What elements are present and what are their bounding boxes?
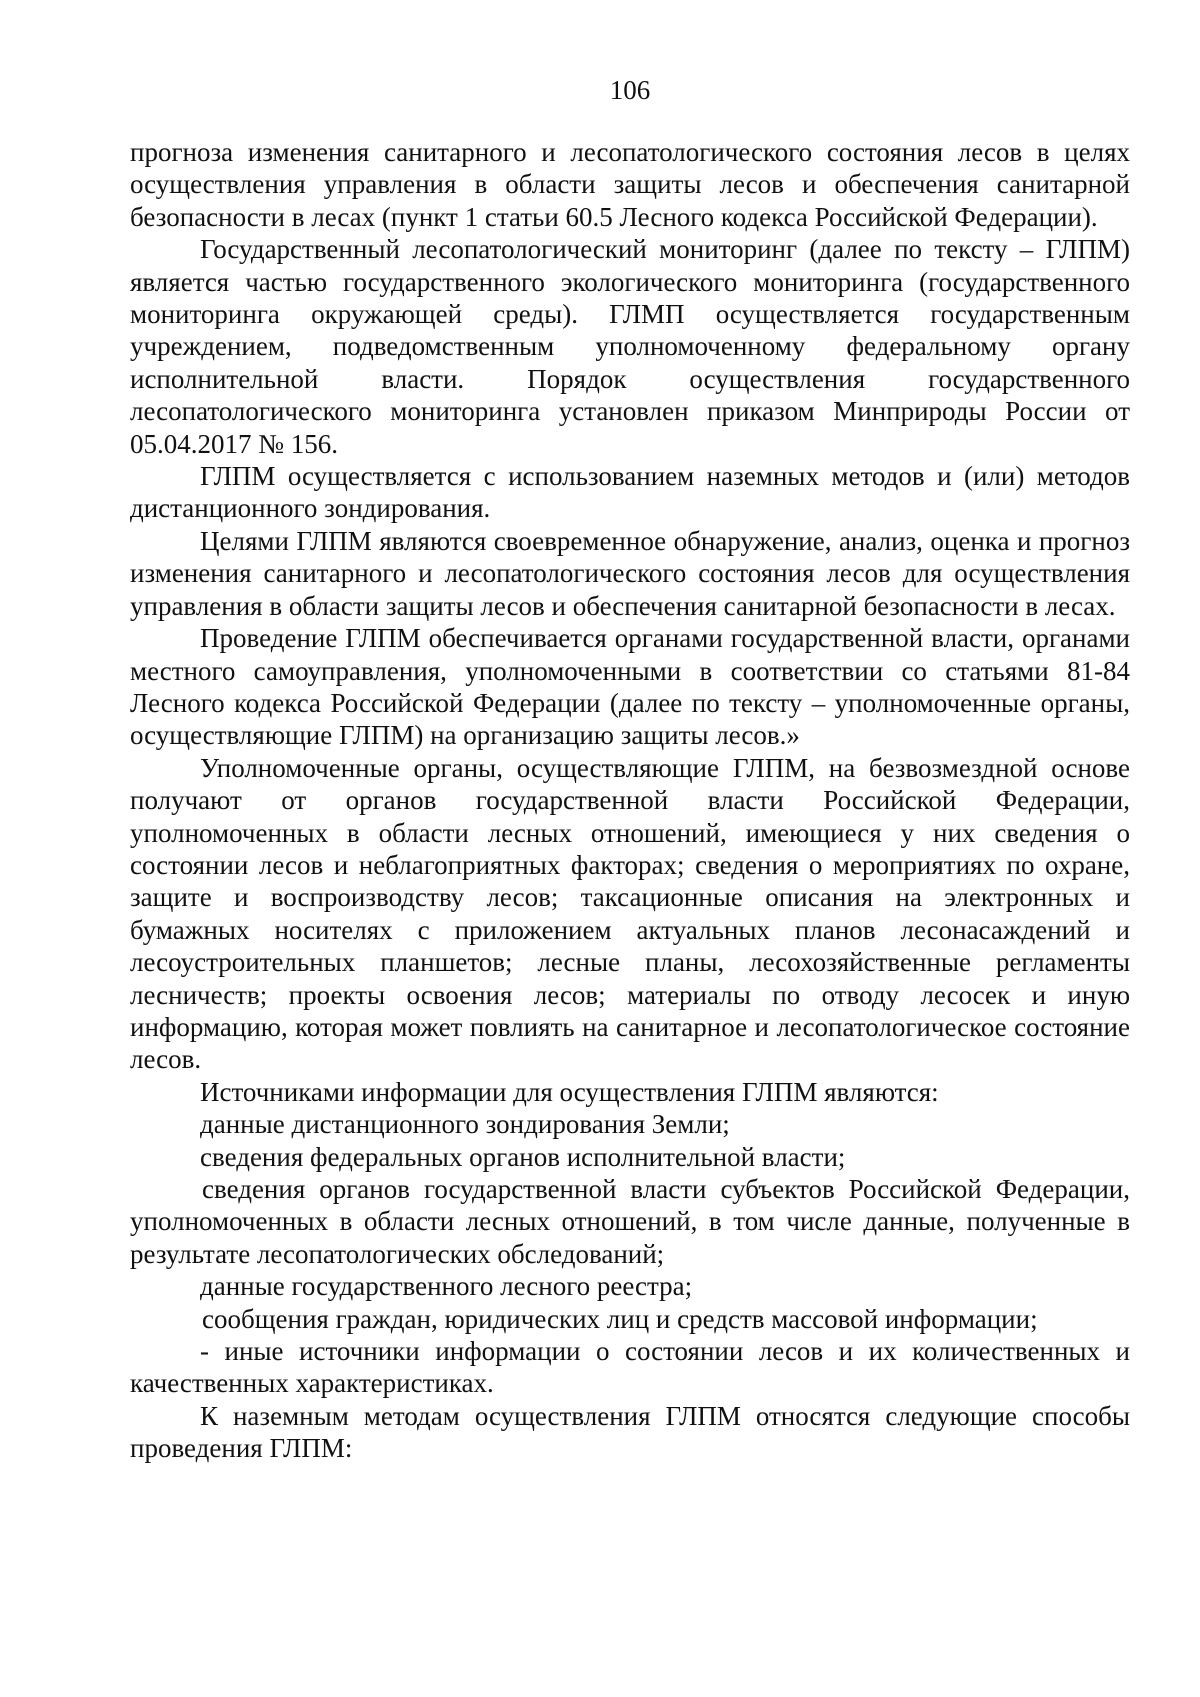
paragraph-authorized-bodies: Уполномоченные органы, осуществляющие ГЛПМ, на безвозмездной основе получают от органов государственной власти Российской Федерации, уполномоченных в области лесных отношений, имеющиеся у них сведения о состоянии лесов и неблагоприятных факторах; сведения о мероприятиях по охране, защите и воспроизводству лесов; таксационные описания на электронных и бумажных носителях с приложением актуальных планов лесонасаждений и лесоустроительных планшетов; лесные планы, лесохозяйственные регламенты лесничеств; проекты освоения лесов; материалы по отводу лесосек и иную информацию, которая может повлиять на санитарное и лесопатологическое состояние лесов.	[130, 752, 1130, 1075]
paragraph-glpm-definition: Государственный лесопатологический мониторинг (далее по тексту – ГЛПМ) является частью государственного экологического мониторинга (государственного мониторинга окружающей среды). ГЛМП осуществляется государственным учреждением, подведомственным уполномоченному федеральному органу исполнительной власти. Порядок осуществления государственного лесопатологического мониторинга установлен приказом Минприроды России от 05.04.2017 № 156.	[130, 234, 1130, 459]
paragraph-ground-methods: К наземным методам осуществления ГЛПМ относятся следующие способы проведения ГЛПМ:	[130, 1400, 1130, 1464]
list-item: данные дистанционного зондирования Земли;	[200, 1109, 730, 1140]
paragraph-glpm-methods: ГЛПМ осуществляется с использованием наземных методов и (или) методов дистанционного зондирования.	[130, 461, 1130, 524]
document-body	[130, 136, 1130, 1465]
paragraph-glpm-authorities: Проведение ГЛПМ обеспечивается органами государственной власти, органами местного самоуправления, уполномоченными в соответствии со статьями 81-84 Лесного кодекса Российской Федерации (далее по тексту – уполномоченные органы, осуществляющие ГЛПМ) на организацию защиты лесов.»	[130, 623, 1130, 751]
list-item: сведения федеральных органов исполнительной власти;	[200, 1141, 846, 1172]
paragraph-glpm-goals: Целями ГЛПМ являются своевременное обнаружение, анализ, оценка и прогноз изменения санитарного и лесопатологического состояния лесов для осуществления управления в области защиты лесов и обеспечения санитарной безопасности в лесах.	[130, 525, 1130, 621]
list-item: сообщения граждан, юридических лиц и средств массовой информации;	[202, 1303, 1038, 1334]
list-item: - иные источники информации о состоянии лесов и их количественных и качественных характеристиках.	[130, 1336, 1130, 1399]
paragraph-continuation: прогноза изменения санитарного и лесопатологического состояния лесов в целях осуществления управления в области защиты лесов и обеспечения санитарной безопасности в лесах (пункт 1 статьи 60.5 Лесного кодекса Российской Федерации).	[130, 137, 1130, 232]
paragraph-sources-heading: Источниками информации для осуществления ГЛПМ являются:	[200, 1076, 939, 1107]
page-number: 106	[609, 75, 651, 105]
list-item: сведения органов государственной власти субъектов Российской Федерации, уполномоченных в области лесных отношений, в том числе данные, полученные в результате лесопатологических обследований;	[130, 1174, 1130, 1269]
list-item: данные государственного лесного реестра;	[200, 1271, 693, 1302]
